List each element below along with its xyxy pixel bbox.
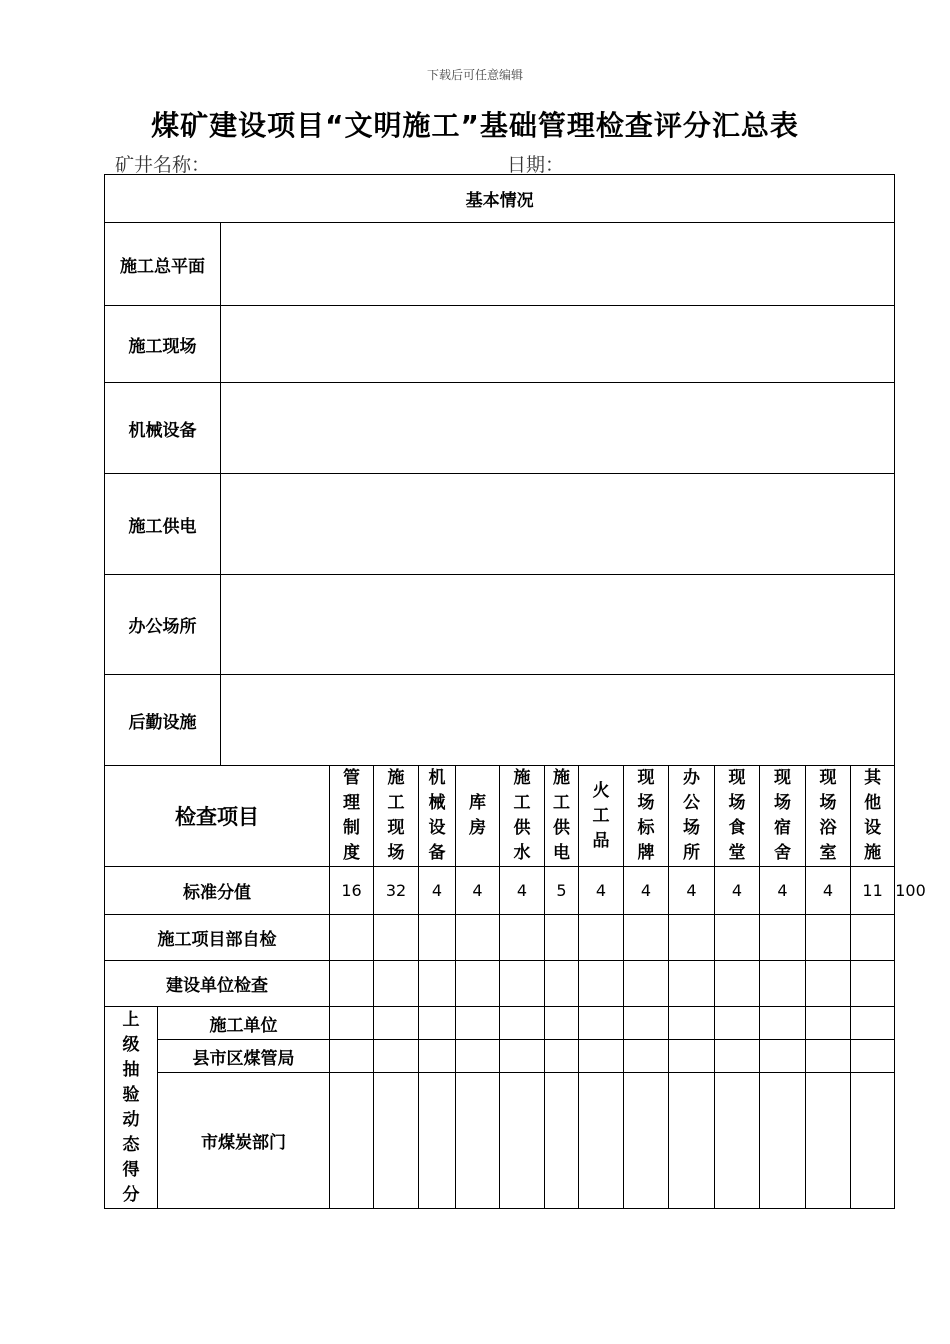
- score-summary-table: [104, 174, 926, 1209]
- column-header: 管理制度: [330, 766, 374, 867]
- column-header: 现场宿舍: [760, 766, 806, 867]
- column-header: 其他设施: [851, 766, 895, 867]
- standard-score-cell: 11: [851, 867, 895, 915]
- score-cell[interactable]: [545, 1040, 579, 1073]
- score-cell[interactable]: [806, 961, 851, 1007]
- score-cell[interactable]: [851, 1073, 895, 1209]
- score-cell[interactable]: [374, 1040, 419, 1073]
- owner-check-label: 建设单位检查: [105, 961, 330, 1007]
- superior-row: [105, 1040, 895, 1073]
- basic-row-value[interactable]: [221, 474, 895, 575]
- standard-score-cell: 4: [419, 867, 456, 915]
- superior-row: [105, 1007, 895, 1040]
- standard-score-cell: 32: [374, 867, 419, 915]
- owner-check-row: [105, 961, 895, 1007]
- score-cell[interactable]: [500, 1007, 545, 1040]
- standard-score-cell: 16: [330, 867, 374, 915]
- column-header: 机械设备: [419, 766, 456, 867]
- score-cell[interactable]: [330, 961, 374, 1007]
- header-note: 下载后可任意编辑: [426, 68, 523, 82]
- score-cell[interactable]: [330, 1007, 374, 1040]
- score-cell[interactable]: [715, 1073, 760, 1209]
- score-cell[interactable]: [456, 915, 500, 961]
- score-cell[interactable]: [545, 1007, 579, 1040]
- score-cell[interactable]: [760, 1040, 806, 1073]
- superior-row-label: 市煤炭部门: [158, 1073, 330, 1209]
- score-cell[interactable]: [545, 961, 579, 1007]
- score-cell[interactable]: [579, 1073, 624, 1209]
- standard-score-cell: 5: [545, 867, 579, 915]
- score-cell[interactable]: [456, 1007, 500, 1040]
- basic-row-value[interactable]: [221, 575, 895, 675]
- self-check-row: [105, 915, 895, 961]
- score-cell[interactable]: [806, 1073, 851, 1209]
- score-cell[interactable]: [579, 915, 624, 961]
- score-cell[interactable]: [419, 961, 456, 1007]
- score-cell[interactable]: [806, 1040, 851, 1073]
- mine-name-label: 矿井名称：: [115, 154, 211, 176]
- standard-score-cell: 4: [715, 867, 760, 915]
- score-cell[interactable]: [669, 1040, 715, 1073]
- basic-row-label: 施工现场: [105, 306, 221, 383]
- standard-score-cell: 4: [760, 867, 806, 915]
- column-header: 办公场所: [669, 766, 715, 867]
- column-header: 现场标牌: [624, 766, 669, 867]
- column-header: 火工品: [579, 766, 624, 867]
- score-cell[interactable]: [715, 915, 760, 961]
- score-cell[interactable]: [624, 915, 669, 961]
- score-cell[interactable]: [851, 915, 895, 961]
- score-cell[interactable]: [500, 1073, 545, 1209]
- score-cell[interactable]: [374, 915, 419, 961]
- column-header: 现场食堂: [715, 766, 760, 867]
- score-cell[interactable]: [456, 961, 500, 1007]
- column-header: 库房: [456, 766, 500, 867]
- score-cell[interactable]: [715, 961, 760, 1007]
- score-cell[interactable]: [456, 1073, 500, 1209]
- score-cell[interactable]: [851, 1007, 895, 1040]
- score-cell[interactable]: [579, 1040, 624, 1073]
- superior-check-label: 上级抽验动态得分: [105, 1007, 158, 1209]
- score-cell[interactable]: [330, 915, 374, 961]
- score-cell[interactable]: [806, 915, 851, 961]
- standard-score-cell: 4: [579, 867, 624, 915]
- basic-row-value[interactable]: [221, 383, 895, 474]
- basic-row-value[interactable]: [221, 675, 895, 766]
- score-cell[interactable]: [419, 1040, 456, 1073]
- score-cell[interactable]: [624, 1040, 669, 1073]
- score-cell[interactable]: [500, 1040, 545, 1073]
- score-cell[interactable]: [374, 1073, 419, 1209]
- score-cell[interactable]: [624, 961, 669, 1007]
- score-cell[interactable]: [374, 1007, 419, 1040]
- column-header: 施工现场: [374, 766, 419, 867]
- score-cell[interactable]: [760, 1073, 806, 1209]
- column-header: 施工供电: [545, 766, 579, 867]
- standard-score-cell: 4: [806, 867, 851, 915]
- score-cell[interactable]: [806, 1007, 851, 1040]
- score-cell[interactable]: [579, 961, 624, 1007]
- self-check-label: 施工项目部自检: [105, 915, 330, 961]
- page-title: 煤矿建设项目“文明施工”基础管理检查评分汇总表: [151, 109, 799, 142]
- basic-row-label: 机械设备: [105, 383, 221, 474]
- score-cell[interactable]: [419, 1073, 456, 1209]
- check-item-label: 检查项目: [105, 766, 330, 867]
- score-cell[interactable]: [669, 961, 715, 1007]
- basic-row-label: 办公场所: [105, 575, 221, 675]
- date-label: 日期：: [507, 154, 565, 176]
- column-header: 现场浴室: [806, 766, 851, 867]
- score-cell[interactable]: [760, 915, 806, 961]
- score-cell[interactable]: [624, 1073, 669, 1209]
- score-cell[interactable]: [419, 1007, 456, 1040]
- basic-row-value[interactable]: [221, 223, 895, 306]
- superior-row-label: 县市区煤管局: [158, 1040, 330, 1073]
- basic-row-value[interactable]: [221, 306, 895, 383]
- standard-score-cell: 4: [624, 867, 669, 915]
- basic-row-label: 后勤设施: [105, 675, 221, 766]
- score-cell[interactable]: [330, 1040, 374, 1073]
- score-cell[interactable]: [715, 1040, 760, 1073]
- basic-info-header: 基本情况: [105, 175, 895, 223]
- score-cell[interactable]: [374, 961, 419, 1007]
- standard-score-cell: 4: [669, 867, 715, 915]
- score-cell[interactable]: [715, 1007, 760, 1040]
- score-cell[interactable]: [669, 915, 715, 961]
- column-header-row: [105, 766, 895, 867]
- score-cell[interactable]: [456, 1040, 500, 1073]
- superior-row-label: 施工单位: [158, 1007, 330, 1040]
- standard-score-cell: 4: [500, 867, 545, 915]
- score-cell[interactable]: [851, 1040, 895, 1073]
- score-cell[interactable]: [545, 1073, 579, 1209]
- standard-score-cell: 4: [456, 867, 500, 915]
- score-cell[interactable]: [419, 915, 456, 961]
- basic-row-label: 施工总平面: [105, 223, 221, 306]
- score-cell[interactable]: [669, 1007, 715, 1040]
- score-cell[interactable]: [669, 1073, 715, 1209]
- score-cell[interactable]: [500, 961, 545, 1007]
- basic-row-label: 施工供电: [105, 474, 221, 575]
- score-cell[interactable]: [545, 915, 579, 961]
- column-header: 施工供水: [500, 766, 545, 867]
- superior-row: [105, 1073, 895, 1209]
- standard-score-row: 标准分值 16 32 4 4 4 5 4 4 4 4 4 4 11 100: [105, 867, 895, 915]
- standard-score-label: 标准分值: [105, 867, 330, 915]
- score-cell[interactable]: [760, 961, 806, 1007]
- score-cell[interactable]: [330, 1073, 374, 1209]
- score-cell[interactable]: [624, 1007, 669, 1040]
- score-cell[interactable]: [579, 1007, 624, 1040]
- score-cell[interactable]: [500, 915, 545, 961]
- score-cell[interactable]: [851, 961, 895, 1007]
- score-cell[interactable]: [760, 1007, 806, 1040]
